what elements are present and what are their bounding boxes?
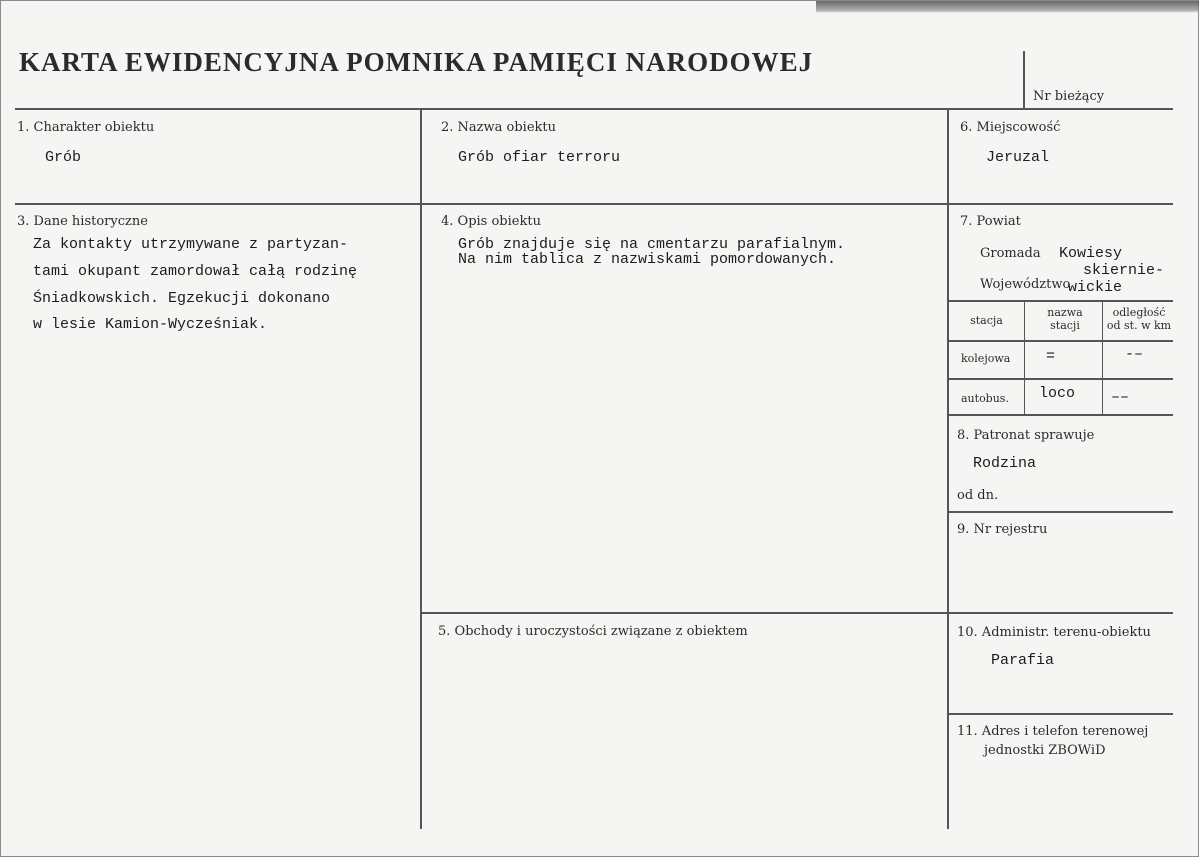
field-4-label: 4. Opis obiektu (441, 214, 541, 229)
field-2-label: 2. Nazwa obiektu (441, 120, 556, 135)
field-3-label: 3. Dane historyczne (17, 214, 148, 229)
station-col-divider-2 (1102, 301, 1103, 415)
field-10-value: Parafia (991, 652, 1055, 669)
field-3-line-3: Śniadkowskich. Egzekucji dokonano (33, 290, 331, 307)
row1-rule (15, 203, 1173, 205)
field-8-value: Rodzina (973, 455, 1037, 472)
station-header-odleglosc: odległość od st. w km (1106, 306, 1172, 332)
station-row-kolejowa-type: kolejowa (961, 352, 1011, 365)
gromada-value: Kowiesy (1059, 245, 1123, 262)
field-10-rule (948, 713, 1173, 715)
field-4-line-2: Na nim tablica z nazwiskami pomordowanych. (458, 251, 837, 268)
station-row-autobus-name: loco (1039, 385, 1076, 402)
station-table-bottom (948, 414, 1173, 416)
field-1-value: Grób (45, 149, 82, 166)
field-8-rule (948, 511, 1173, 513)
od-dn-label: od dn. (957, 488, 999, 503)
col-divider-2 (947, 109, 949, 829)
card-title: KARTA EWIDENCYJNA POMNIKA PAMIĘCI NARODOWEJ (19, 47, 814, 77)
field-4-line-1: Grób znajduje się na cmentarzu parafialnym. (458, 236, 846, 253)
station-table-header-rule (948, 340, 1173, 342)
station-header-stacja: stacja (970, 314, 1003, 327)
field-5-label: 5. Obchody i uroczystości związane z obiektem (438, 624, 748, 639)
station-col-divider-1 (1024, 301, 1025, 415)
field-9-label: 9. Nr rejestru (957, 522, 1048, 537)
field-3-line-1: Za kontakty utrzymywane z partyzan- (33, 236, 349, 253)
field-7-label: 7. Powiat (960, 214, 1021, 229)
field-8-label: 8. Patronat sprawuje (957, 428, 1095, 443)
scan-edge-shadow (816, 1, 1199, 13)
station-table-top (948, 300, 1173, 302)
header-rule (15, 108, 1173, 110)
field-6-label: 6. Miejscowość (960, 120, 1061, 135)
station-row-autobus-type: autobus. (961, 392, 1009, 405)
field-3-line-4: w lesie Kamion-Wycześniak. (33, 316, 268, 333)
field-11-label-line-1: 11. Adres i telefon terenowej (957, 724, 1149, 739)
station-header-nazwa: nazwa stacji (1047, 306, 1083, 332)
field-10-label: 10. Administr. terenu-obiektu (957, 625, 1151, 640)
station-row-autobus-distance: –– (1111, 389, 1130, 406)
field-11-label-line-2: jednostki ZBOWiD (984, 743, 1106, 758)
wojewodztwo-label: Województwo (980, 277, 1071, 292)
wojewodztwo-value-2: wickie (1068, 279, 1123, 296)
field-2-value: Grób ofiar terroru (458, 149, 621, 166)
station-table-row-rule (948, 378, 1173, 380)
station-row-kolejowa-distance: -– (1125, 346, 1144, 363)
gromada-label: Gromada (980, 246, 1041, 261)
row-mid-rule (421, 612, 1173, 614)
wojewodztwo-value-1: skiernie- (1083, 262, 1165, 279)
field-6-value: Jeruzal (986, 149, 1050, 166)
nr-biezacy-label: Nr bieżący (1033, 89, 1105, 104)
col-divider-1 (420, 109, 422, 829)
field-1-label: 1. Charakter obiektu (17, 120, 155, 135)
field-3-line-2: tami okupant zamordował całą rodzinę (33, 263, 358, 280)
nr-divider (1023, 51, 1025, 109)
station-row-kolejowa-name: = (1046, 348, 1056, 365)
